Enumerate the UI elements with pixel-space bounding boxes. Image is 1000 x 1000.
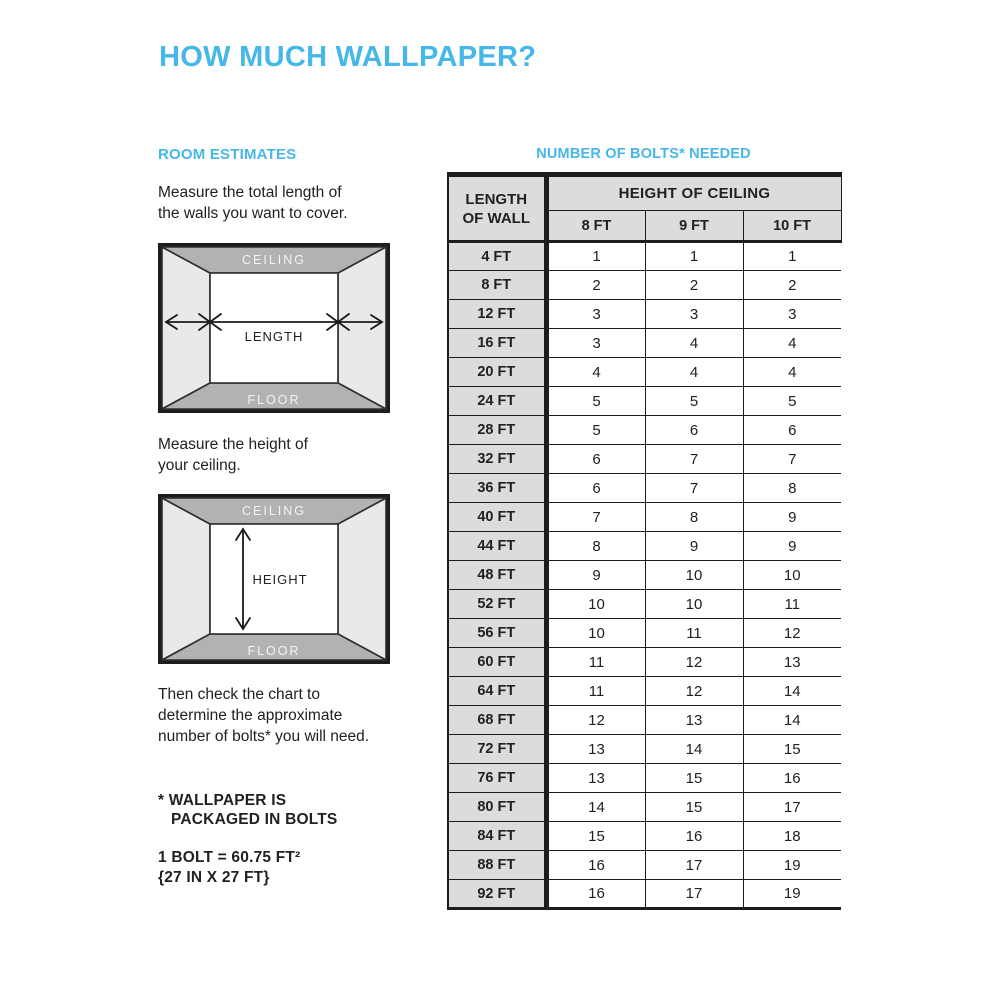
table-row	[448, 561, 841, 590]
bolts-value-cell: 15	[645, 793, 743, 822]
bolts-value-cell: 5	[546, 416, 645, 445]
wall-length-cell: 20 FT	[448, 358, 546, 387]
table-row	[448, 706, 841, 735]
length-diagram	[158, 243, 390, 413]
step1-line1: Measure the total length of	[158, 184, 342, 201]
wall-length-cell: 76 FT	[448, 764, 546, 793]
bolts-value-cell: 9	[743, 532, 841, 561]
right-wall-panel	[338, 498, 386, 660]
table-row	[448, 851, 841, 880]
bolts-value-cell: 14	[645, 735, 743, 764]
bolts-value-cell: 10	[645, 561, 743, 590]
bolts-value-cell: 16	[546, 880, 645, 909]
wall-length-cell: 32 FT	[448, 445, 546, 474]
bolts-value-cell: 19	[743, 851, 841, 880]
wall-length-cell: 92 FT	[448, 880, 546, 909]
bolts-value-cell: 17	[743, 793, 841, 822]
bolts-table-container	[447, 172, 840, 910]
bolts-value-cell: 9	[645, 532, 743, 561]
ceiling-label: CEILING	[241, 504, 307, 518]
left-wall-panel	[162, 498, 210, 660]
length-of-wall-header	[448, 175, 546, 242]
room-estimates-heading: ROOM ESTIMATES	[158, 146, 297, 163]
table-row	[448, 416, 841, 445]
wall-length-cell: 84 FT	[448, 822, 546, 851]
bolts-value-cell: 8	[743, 474, 841, 503]
bolts-value-cell: 7	[546, 503, 645, 532]
bolts-value-cell: 3	[546, 329, 645, 358]
bolts-value-cell: 6	[645, 416, 743, 445]
bolts-value-cell: 3	[743, 300, 841, 329]
step2-text	[158, 434, 458, 476]
table-row	[448, 822, 841, 851]
table-row	[448, 764, 841, 793]
footnote-line1: * WALLPAPER IS	[158, 792, 287, 809]
step3-line2: determine the approximate	[158, 707, 343, 724]
wall-length-cell: 16 FT	[448, 329, 546, 358]
bolts-value-cell: 11	[546, 648, 645, 677]
wall-length-cell: 68 FT	[448, 706, 546, 735]
bolts-value-cell: 4	[645, 329, 743, 358]
floor-label: FLOOR	[247, 644, 301, 658]
bolts-value-cell: 13	[546, 764, 645, 793]
bolts-value-cell: 11	[546, 677, 645, 706]
bolts-value-cell: 16	[546, 851, 645, 880]
bolts-value-cell: 7	[645, 445, 743, 474]
bolts-value-cell: 12	[645, 648, 743, 677]
bolts-value-cell: 8	[645, 503, 743, 532]
step3-line1: Then check the chart to	[158, 686, 320, 703]
bolts-value-cell: 16	[743, 764, 841, 793]
bolts-value-cell: 7	[743, 445, 841, 474]
bolts-value-cell: 15	[546, 822, 645, 851]
step3-line3: number of bolts* you will need.	[158, 728, 370, 745]
wall-length-cell: 60 FT	[448, 648, 546, 677]
floor-label: FLOOR	[247, 393, 301, 407]
table-row	[448, 445, 841, 474]
bolt-spec-line1: 1 BOLT = 60.75 FT²	[158, 849, 301, 866]
bolt-spec-line2: {27 IN X 27 FT}	[158, 869, 270, 886]
bolts-value-cell: 10	[645, 590, 743, 619]
wall-length-cell: 4 FT	[448, 242, 546, 271]
table-row	[448, 358, 841, 387]
bolts-value-cell: 6	[743, 416, 841, 445]
wall-length-cell: 44 FT	[448, 532, 546, 561]
bolts-value-cell: 12	[546, 706, 645, 735]
wall-length-cell: 72 FT	[448, 735, 546, 764]
bolts-value-cell: 3	[546, 300, 645, 329]
step3-text	[158, 684, 458, 747]
table-row	[448, 474, 841, 503]
bolts-value-cell: 1	[743, 242, 841, 271]
bolts-value-cell: 19	[743, 880, 841, 909]
bolts-value-cell: 9	[743, 503, 841, 532]
bolts-value-cell: 5	[645, 387, 743, 416]
table-row	[448, 329, 841, 358]
table-row	[448, 387, 841, 416]
bolts-value-cell: 17	[645, 880, 743, 909]
table-row	[448, 271, 841, 300]
bolts-value-cell: 6	[546, 474, 645, 503]
table-row	[448, 793, 841, 822]
length-label: LENGTH	[244, 329, 304, 344]
height-diagram	[158, 494, 390, 664]
bolts-value-cell: 1	[645, 242, 743, 271]
table-row	[448, 590, 841, 619]
table-row	[448, 880, 841, 909]
table-row	[448, 300, 841, 329]
bolts-value-cell: 7	[645, 474, 743, 503]
wall-length-cell: 8 FT	[448, 271, 546, 300]
bolts-value-cell: 4	[743, 329, 841, 358]
table-row	[448, 532, 841, 561]
table-row	[448, 242, 841, 271]
bolts-value-cell: 4	[546, 358, 645, 387]
wall-length-cell: 56 FT	[448, 619, 546, 648]
page-title: HOW MUCH WALLPAPER?	[159, 41, 537, 73]
col-header-10ft: 10 FT	[743, 211, 841, 242]
bolts-value-cell: 14	[743, 706, 841, 735]
length-of-wall-line1: LENGTH	[465, 190, 528, 208]
table-row	[448, 677, 841, 706]
wall-length-cell: 52 FT	[448, 590, 546, 619]
bolt-spec	[158, 848, 300, 888]
bolts-value-cell: 2	[645, 271, 743, 300]
bolts-value-cell: 15	[645, 764, 743, 793]
step2-line1: Measure the height of	[158, 436, 308, 453]
length-of-wall-line2: OF WALL	[462, 209, 530, 227]
height-of-ceiling-header: HEIGHT OF CEILING	[546, 175, 841, 211]
bolts-value-cell: 14	[743, 677, 841, 706]
bolts-value-cell: 6	[546, 445, 645, 474]
bolts-value-cell: 9	[546, 561, 645, 590]
bolts-value-cell: 13	[645, 706, 743, 735]
bolts-value-cell: 8	[546, 532, 645, 561]
bolts-value-cell: 11	[743, 590, 841, 619]
bolts-value-cell: 4	[645, 358, 743, 387]
bolts-footnote	[158, 791, 337, 829]
step1-text	[158, 182, 458, 224]
step2-line2: your ceiling.	[158, 457, 241, 474]
wall-length-cell: 24 FT	[448, 387, 546, 416]
wall-length-cell: 48 FT	[448, 561, 546, 590]
bolts-value-cell: 1	[546, 242, 645, 271]
bolts-value-cell: 17	[645, 851, 743, 880]
wall-length-cell: 36 FT	[448, 474, 546, 503]
bolts-value-cell: 4	[743, 358, 841, 387]
bolts-value-cell: 12	[743, 619, 841, 648]
bolts-value-cell: 15	[743, 735, 841, 764]
bolts-value-cell: 13	[743, 648, 841, 677]
bolts-value-cell: 13	[546, 735, 645, 764]
wall-length-cell: 80 FT	[448, 793, 546, 822]
bolts-value-cell: 11	[645, 619, 743, 648]
bolts-value-cell: 18	[743, 822, 841, 851]
bolts-value-cell: 3	[645, 300, 743, 329]
back-wall-panel	[210, 273, 338, 383]
bolts-value-cell: 5	[546, 387, 645, 416]
wall-length-cell: 88 FT	[448, 851, 546, 880]
table-row	[448, 503, 841, 532]
table-row	[448, 735, 841, 764]
bolts-table-body	[448, 242, 841, 909]
bolts-needed-heading: NUMBER OF BOLTS* NEEDED	[536, 146, 751, 162]
height-label: HEIGHT	[252, 572, 308, 587]
bolts-value-cell: 12	[645, 677, 743, 706]
ceiling-label: CEILING	[241, 253, 307, 267]
bolts-value-cell: 10	[743, 561, 841, 590]
table-row	[448, 648, 841, 677]
bolts-value-cell: 10	[546, 619, 645, 648]
bolts-value-cell: 10	[546, 590, 645, 619]
col-header-8ft: 8 FT	[546, 211, 645, 242]
wall-length-cell: 40 FT	[448, 503, 546, 532]
bolts-value-cell: 2	[743, 271, 841, 300]
bolts-value-cell: 5	[743, 387, 841, 416]
table-row	[448, 619, 841, 648]
bolts-value-cell: 2	[546, 271, 645, 300]
wall-length-cell: 28 FT	[448, 416, 546, 445]
step1-line2: the walls you want to cover.	[158, 205, 348, 222]
footnote-line2: PACKAGED IN BOLTS	[171, 811, 338, 828]
col-header-9ft: 9 FT	[645, 211, 743, 242]
wall-length-cell: 64 FT	[448, 677, 546, 706]
wall-length-cell: 12 FT	[448, 300, 546, 329]
bolts-value-cell: 14	[546, 793, 645, 822]
bolts-table	[447, 172, 842, 910]
bolts-value-cell: 16	[645, 822, 743, 851]
